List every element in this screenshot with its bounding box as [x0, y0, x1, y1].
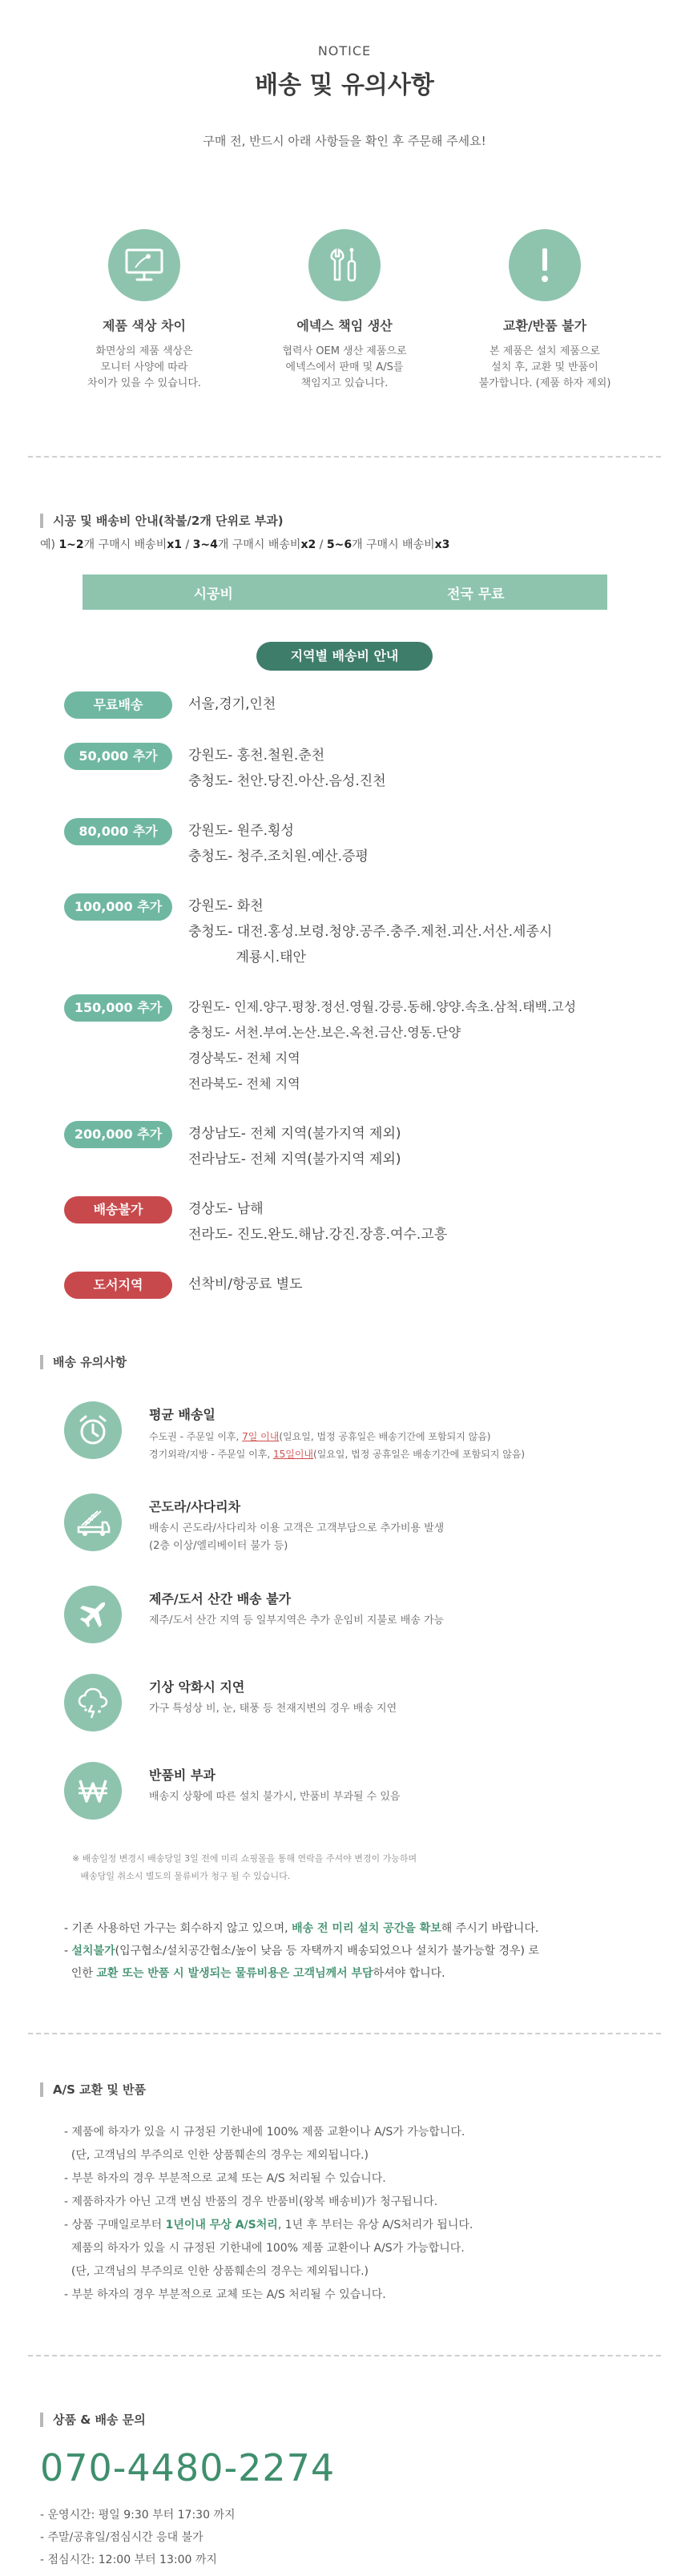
as-line: (단, 고객님의 부주의로 인한 상품훼손의 경우는 제외됩니다.)	[64, 2149, 369, 2162]
as-line: - 제품하자가 아닌 고객 변심 반품의 경우 반품비(왕복 배송비)가 청구됩니다.	[64, 2195, 438, 2208]
feature-item-color	[56, 229, 232, 392]
note-item	[64, 1762, 625, 1820]
region-line: 충청도- 대전.홍성.보령.청양.공주.충주.제천.괴산.서산.세종시	[188, 924, 553, 940]
region-badge: 50,000 추가	[64, 743, 172, 770]
region-line: 강원도- 화천	[188, 898, 264, 914]
region-row	[64, 1121, 625, 1172]
as-line: - 제품에 하자가 있을 시 규정된 기한내에 100% 제품 교환이나 A/S가 가능합니다.	[64, 2126, 465, 2139]
section-divider	[28, 456, 661, 458]
note-title: 곤도라/사다리차	[149, 1499, 241, 1514]
contact-line: - 운영시간: 평일 9:30 부터 17:30 까지	[40, 2509, 236, 2522]
note-item	[64, 1494, 625, 1555]
ladder-truck-icon	[64, 1494, 122, 1551]
storm-cloud-icon	[64, 1674, 122, 1731]
delivery-notes-heading: 배송 유의사항	[40, 1355, 649, 1369]
as-list	[64, 2121, 625, 2307]
region-row	[64, 743, 625, 794]
feature-list	[56, 229, 633, 392]
contact-hours	[40, 2504, 649, 2571]
exclamation-icon	[509, 229, 581, 301]
region-line: 계룡시.태안	[188, 949, 306, 965]
region-row	[64, 818, 625, 869]
as-line: - 부분 하자의 경우 부분적으로 교체 또는 A/S 처리될 수 있습니다.	[64, 2172, 386, 2185]
fee-label: 시공비	[193, 586, 233, 603]
note-line: 배송시 곤도라/사다리차 이용 고객은 고객부담으로 추가비용 발생	[149, 1522, 445, 1534]
warning-line: 인한 교환 또는 반품 시 발생되는 물류비용은 고객님께서 부담하셔야 합니다.	[64, 1967, 445, 1980]
region-line: 강원도- 원주.횡성	[188, 823, 294, 839]
contact-line: - 주말/공휴일/점심시간 응대 불가	[40, 2531, 203, 2544]
reschedule-note	[72, 1850, 617, 1885]
feature-item-production	[256, 229, 433, 392]
note-title: 반품비 부과	[149, 1768, 216, 1783]
page-title: 배송 및 유의사항	[255, 71, 434, 99]
region-badge: 100,000 추가	[64, 893, 172, 921]
note-line: 제주/도서 산간 지역 등 일부지역은 추가 운임비 지불로 배송 가능	[149, 1615, 445, 1627]
region-badge: 배송불가	[64, 1196, 172, 1223]
as-line: 제품의 하자가 있을 시 규정된 기한내에 100% 제품 교환이나 A/S가 가능합니다.	[64, 2242, 465, 2255]
feature-desc: 화면상의 제품 색상은 모니터 사양에 따라 차이가 있을 수 있습니다.	[87, 345, 202, 389]
region-row	[64, 994, 625, 1097]
note-text: ※ 배송일정 변경시 배송당일 3일 전에 미리 쇼핑몰을 통해 연락을 주셔야 변경이 가능하며	[72, 1853, 417, 1864]
region-line: 강원도- 인제.양구.평창.정선.영월.강릉.동해.양양.속초.삼척.태백.고성	[188, 999, 577, 1014]
note-title: 제주/도서 산간 배송 불가	[149, 1591, 292, 1606]
region-line: 서울,경기,인천	[188, 696, 276, 712]
note-item	[64, 1586, 625, 1643]
section-divider	[28, 2033, 661, 2034]
region-row	[64, 691, 625, 719]
region-line: 전라도- 진도.완도.해남.강진.장흥.여수.고흥	[188, 1227, 448, 1243]
install-warning	[64, 1917, 625, 1985]
note-line: (2층 이상/엘리베이터 불가 등)	[149, 1540, 288, 1552]
contact-heading: 상품 & 배송 문의	[40, 2413, 649, 2427]
note-text: 배송당일 취소시 별도의 물류비가 청구 될 수 있습니다.	[72, 1871, 291, 1881]
note-line: 가구 특성상 비, 눈, 태풍 등 천재지변의 경우 배송 지연	[149, 1703, 397, 1715]
region-list	[64, 691, 625, 1299]
region-line: 충청도- 천안.당진.아산.음성.진천	[188, 773, 386, 789]
delivery-notes-list	[64, 1401, 625, 1820]
section-divider	[28, 2355, 661, 2356]
warning-line: - 설치불가(입구협소/설치공간협소/높이 낮음 등 자택까지 배송되었으나 설치가 불가능할 경우) 로	[64, 1945, 539, 1957]
monitor-icon	[108, 229, 180, 301]
install-example: 예) 1~2개 구매시 배송비x1 / 3~4개 구매시 배송비x2 / 5~6개 구매시 배송비x3	[40, 538, 450, 551]
region-line: 충청도- 청주.조치원.예산.증평	[188, 849, 369, 865]
region-row	[64, 893, 625, 970]
note-item	[64, 1674, 625, 1731]
note-line: 수도권 - 주문일 이후, 7일 이내(일요일, 법정 공휴일은 배송기간에 포함되지 않음)	[149, 1431, 491, 1442]
region-badge: 150,000 추가	[64, 994, 172, 1022]
note-line: 배송지 상황에 따른 설치 불가시, 반품비 부과될 수 있음	[149, 1791, 401, 1803]
fee-value: 전국 무료	[446, 586, 505, 603]
as-heading: A/S 교환 및 반품	[40, 2082, 649, 2097]
region-title: 지역별 배송비 안내	[256, 642, 433, 671]
install-fee-bar	[83, 574, 607, 610]
note-line: 경기외곽/지방 - 주문일 이후, 15일이내(일요일, 법정 공휴일은 배송기간에 포함되지 않음)	[149, 1449, 526, 1460]
region-badge: 200,000 추가	[64, 1121, 172, 1148]
as-line: (단, 고객님의 부주의로 인한 상품훼손의 경우는 제외됩니다.)	[64, 2265, 369, 2278]
feature-item-return	[457, 229, 633, 392]
note-title: 평균 배송일	[149, 1407, 216, 1422]
region-line: 선착비/항공료 별도	[188, 1276, 303, 1292]
as-line: - 부분 하자의 경우 부분적으로 교체 또는 A/S 처리될 수 있습니다.	[64, 2288, 386, 2301]
region-line: 충청도- 서천.부여.논산.보은.옥천.금산.영동.단양	[188, 1025, 461, 1040]
region-badge: 무료배송	[64, 691, 172, 719]
won-icon	[64, 1762, 122, 1820]
region-line: 강원도- 홍천.철원.춘천	[188, 748, 325, 764]
note-title: 기상 악화시 지연	[149, 1679, 245, 1695]
warning-line: - 기존 사용하던 가구는 회수하지 않고 있으며, 배송 전 미리 설치 공간을 확보해 주시기 바랍니다.	[64, 1922, 539, 1935]
install-heading: 시공 및 배송비 안내(착불/2개 단위로 부과)	[40, 514, 649, 528]
alarm-clock-icon	[64, 1401, 122, 1459]
contact-phone[interactable]: 070-4480-2274	[40, 2446, 336, 2489]
feature-desc: 본 제품은 설치 제품으로 설치 후, 교환 및 반품이 불가합니다. (제품 하자 제외)	[478, 345, 611, 389]
feature-title: 교환/반품 불가	[502, 318, 587, 333]
tools-icon	[308, 229, 381, 301]
region-badge: 도서지역	[64, 1272, 172, 1299]
airplane-icon	[64, 1586, 122, 1643]
region-line: 경상북도- 전체 지역	[188, 1050, 300, 1066]
notice-label: NOTICE	[317, 43, 372, 58]
region-line: 전라북도- 전체 지역	[188, 1076, 300, 1091]
region-row	[64, 1196, 625, 1248]
feature-desc: 협력사 OEM 생산 제품으로 에넥스에서 판매 및 A/S를 책임지고 있습니다.	[282, 345, 407, 389]
contact-line: - 점심시간: 12:00 부터 13:00 까지	[40, 2554, 217, 2566]
region-badge: 80,000 추가	[64, 818, 172, 845]
page-subtitle: 구매 전, 반드시 아래 사항들을 확인 후 주문해 주세요!	[203, 134, 486, 148]
feature-title: 에넥스 책임 생산	[296, 318, 393, 333]
as-line: - 상품 구매일로부터 1년이내 무상 A/S처리, 1년 후 부터는 유상 A/S처리가 됩니다.	[64, 2219, 473, 2231]
region-row	[64, 1272, 625, 1299]
region-line: 경상남도- 전체 지역(불가지역 제외)	[188, 1126, 401, 1142]
region-line: 전라남도- 전체 지역(불가지역 제외)	[188, 1151, 401, 1167]
note-item	[64, 1401, 625, 1463]
region-line: 경상도- 남해	[188, 1201, 264, 1217]
feature-title: 제품 색상 차이	[103, 318, 186, 333]
